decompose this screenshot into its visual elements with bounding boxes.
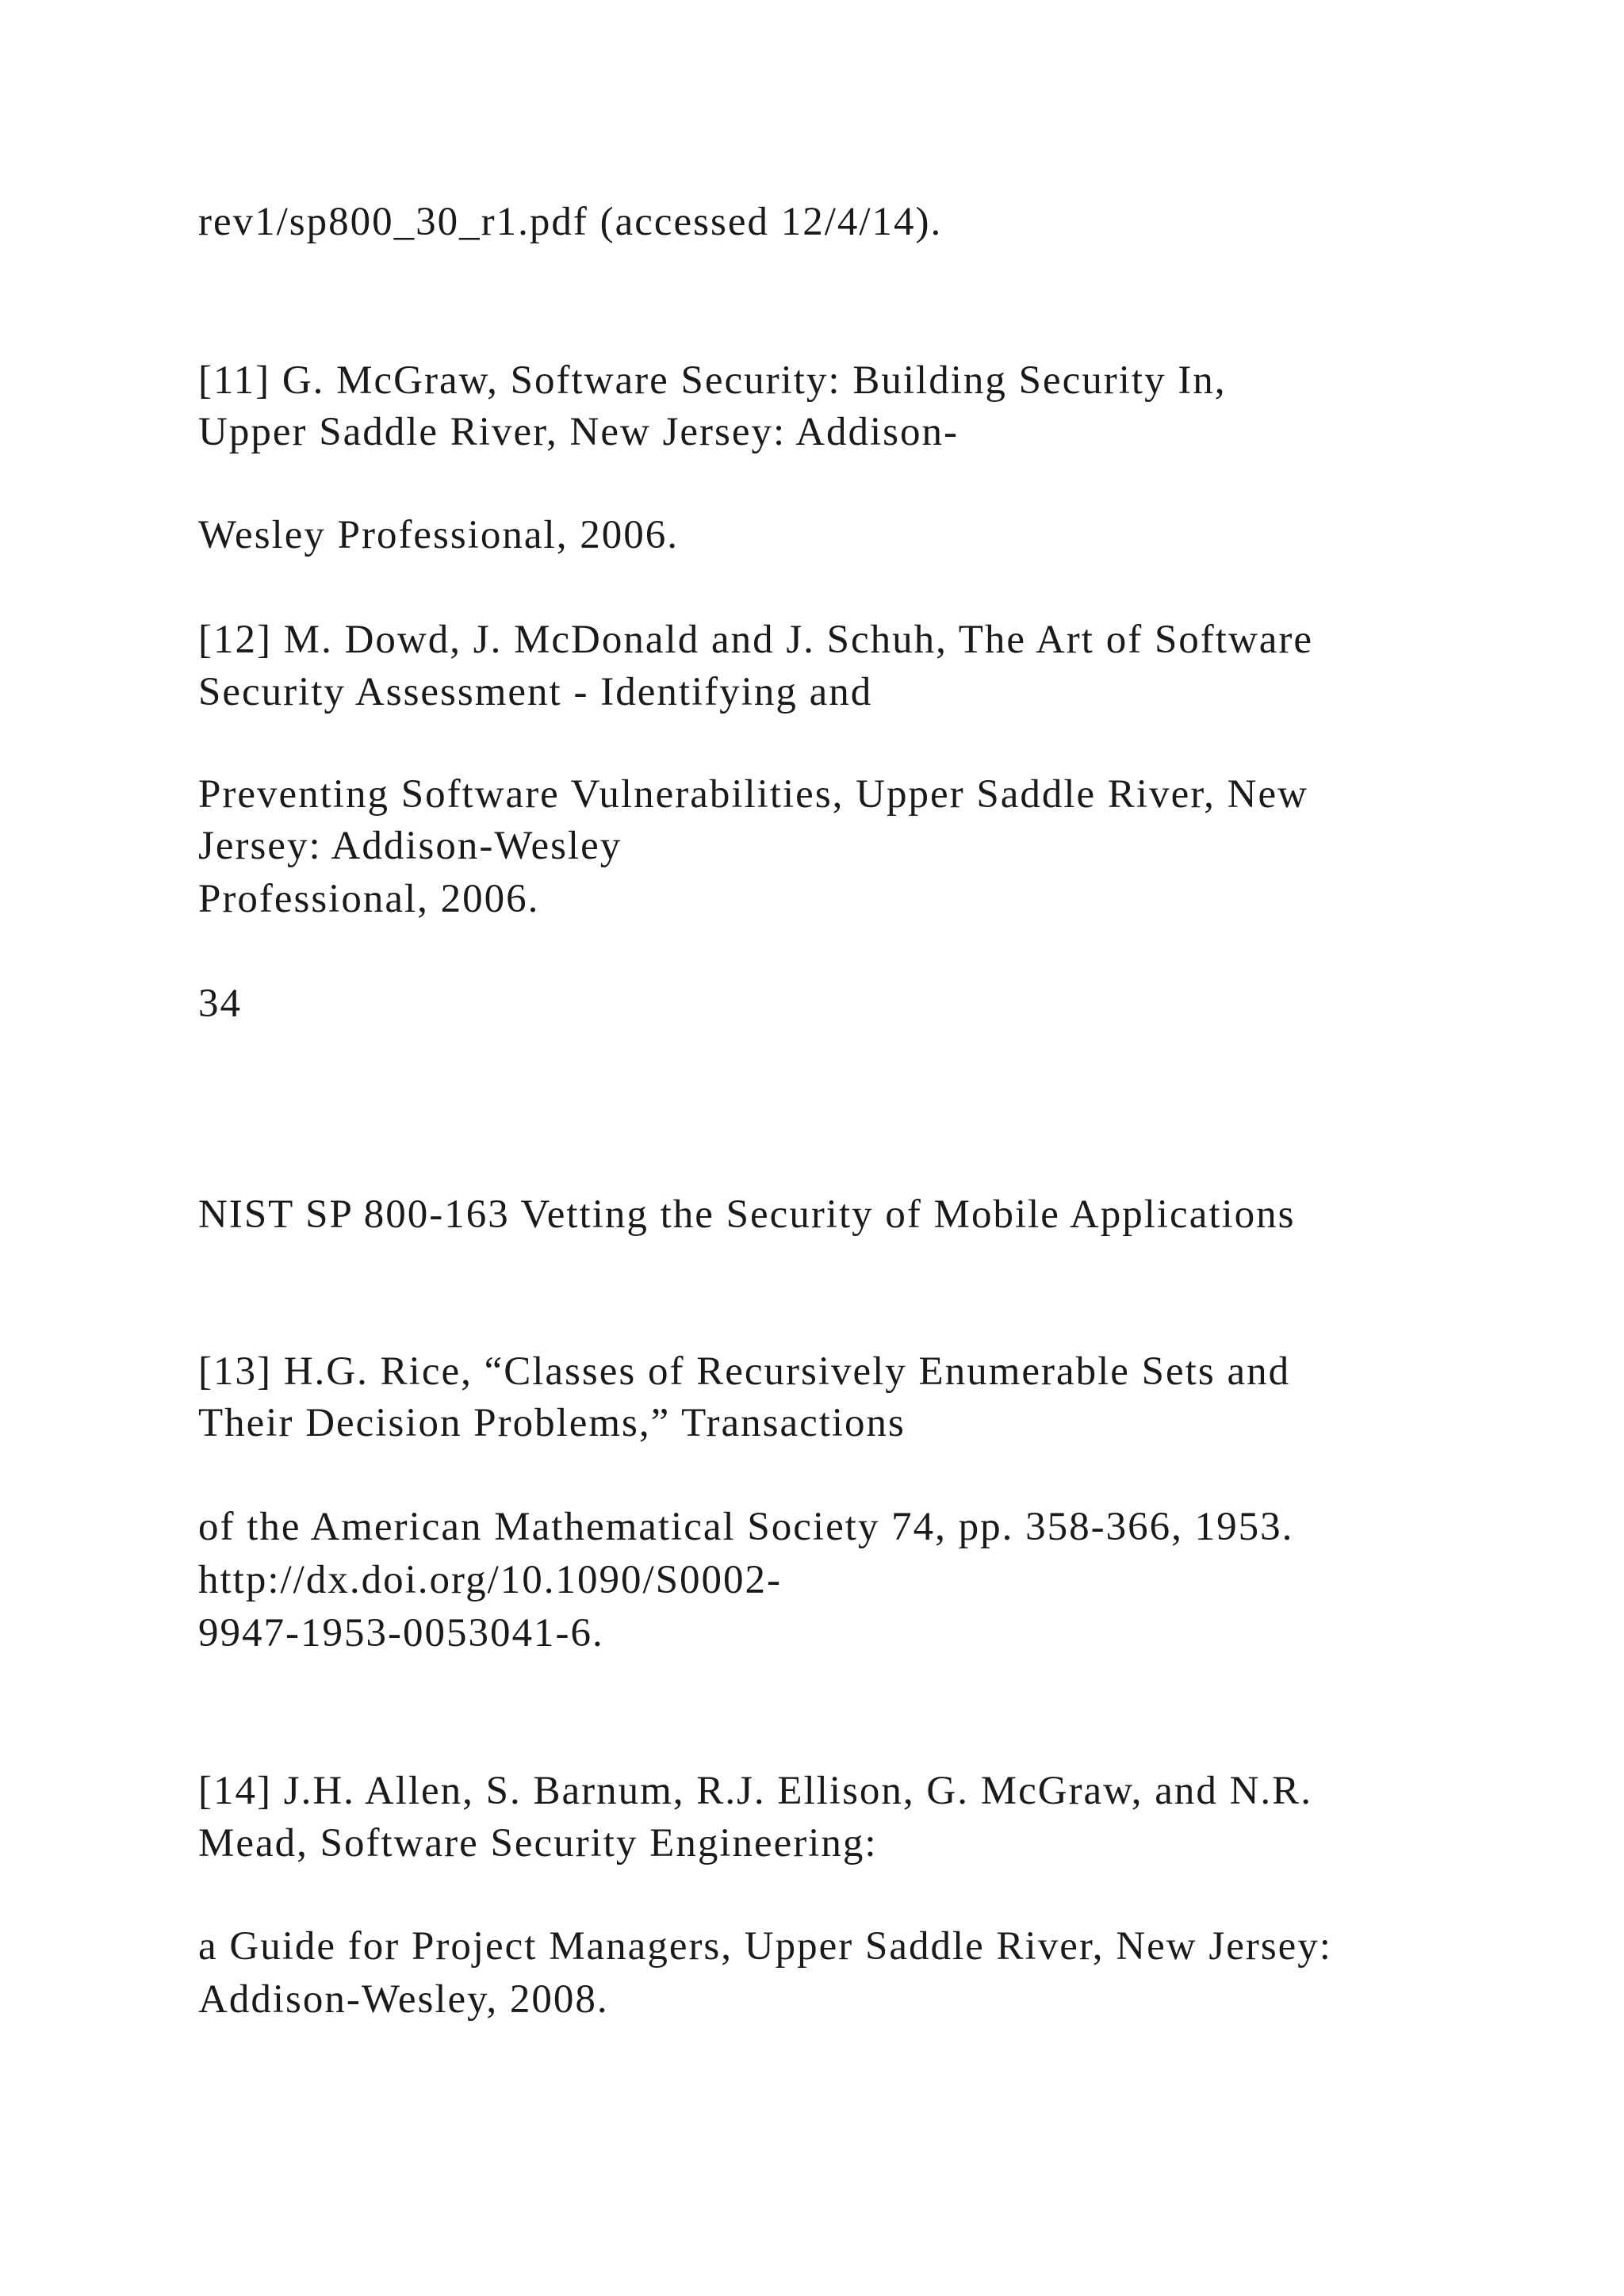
ref14-line2: Mead, Software Security Engineering: <box>198 1821 878 1866</box>
ref13-line3: of the American Mathematical Society 74, pp. 358-366, 1953. <box>198 1505 1294 1549</box>
ref12-line5: Professional, 2006. <box>198 877 540 921</box>
ref11-line1: [11] G. McGraw, Software Security: Building Security In, <box>198 358 1227 403</box>
ref13-line4: http://dx.doi.org/10.1090/S0002- <box>198 1558 783 1602</box>
ref12-line4: Jersey: Addison-Wesley <box>198 824 622 868</box>
ref14-line1: [14] J.H. Allen, S. Barnum, R.J. Ellison, G. McGraw, and N.R. <box>198 1769 1312 1813</box>
ref11-line3: Wesley Professional, 2006. <box>198 513 679 557</box>
page-number: 34 <box>198 982 242 1026</box>
ref12-line1: [12] M. Dowd, J. McDonald and J. Schuh, The Art of Software <box>198 618 1314 662</box>
ref13-line1: [13] H.G. Rice, “Classes of Recursively Enumerable Sets and <box>198 1349 1291 1394</box>
ref13-line2: Their Decision Problems,” Transactions <box>198 1401 906 1445</box>
ref12-line2: Security Assessment - Identifying and <box>198 670 873 714</box>
ref13-line5: 9947-1953-0053041-6. <box>198 1611 604 1655</box>
ref12-line3: Preventing Software Vulnerabilities, Upper Saddle River, New <box>198 772 1308 817</box>
ref10-url-continuation: rev1/sp800_30_r1.pdf (accessed 12/4/14). <box>198 200 943 244</box>
running-header: NIST SP 800-163 Vetting the Security of Mobile Applications <box>198 1192 1296 1237</box>
ref14-line4: Addison-Wesley, 2008. <box>198 1977 609 2022</box>
ref11-line2: Upper Saddle River, New Jersey: Addison- <box>198 410 959 454</box>
ref14-line3: a Guide for Project Managers, Upper Saddle River, New Jersey: <box>198 1924 1332 1969</box>
